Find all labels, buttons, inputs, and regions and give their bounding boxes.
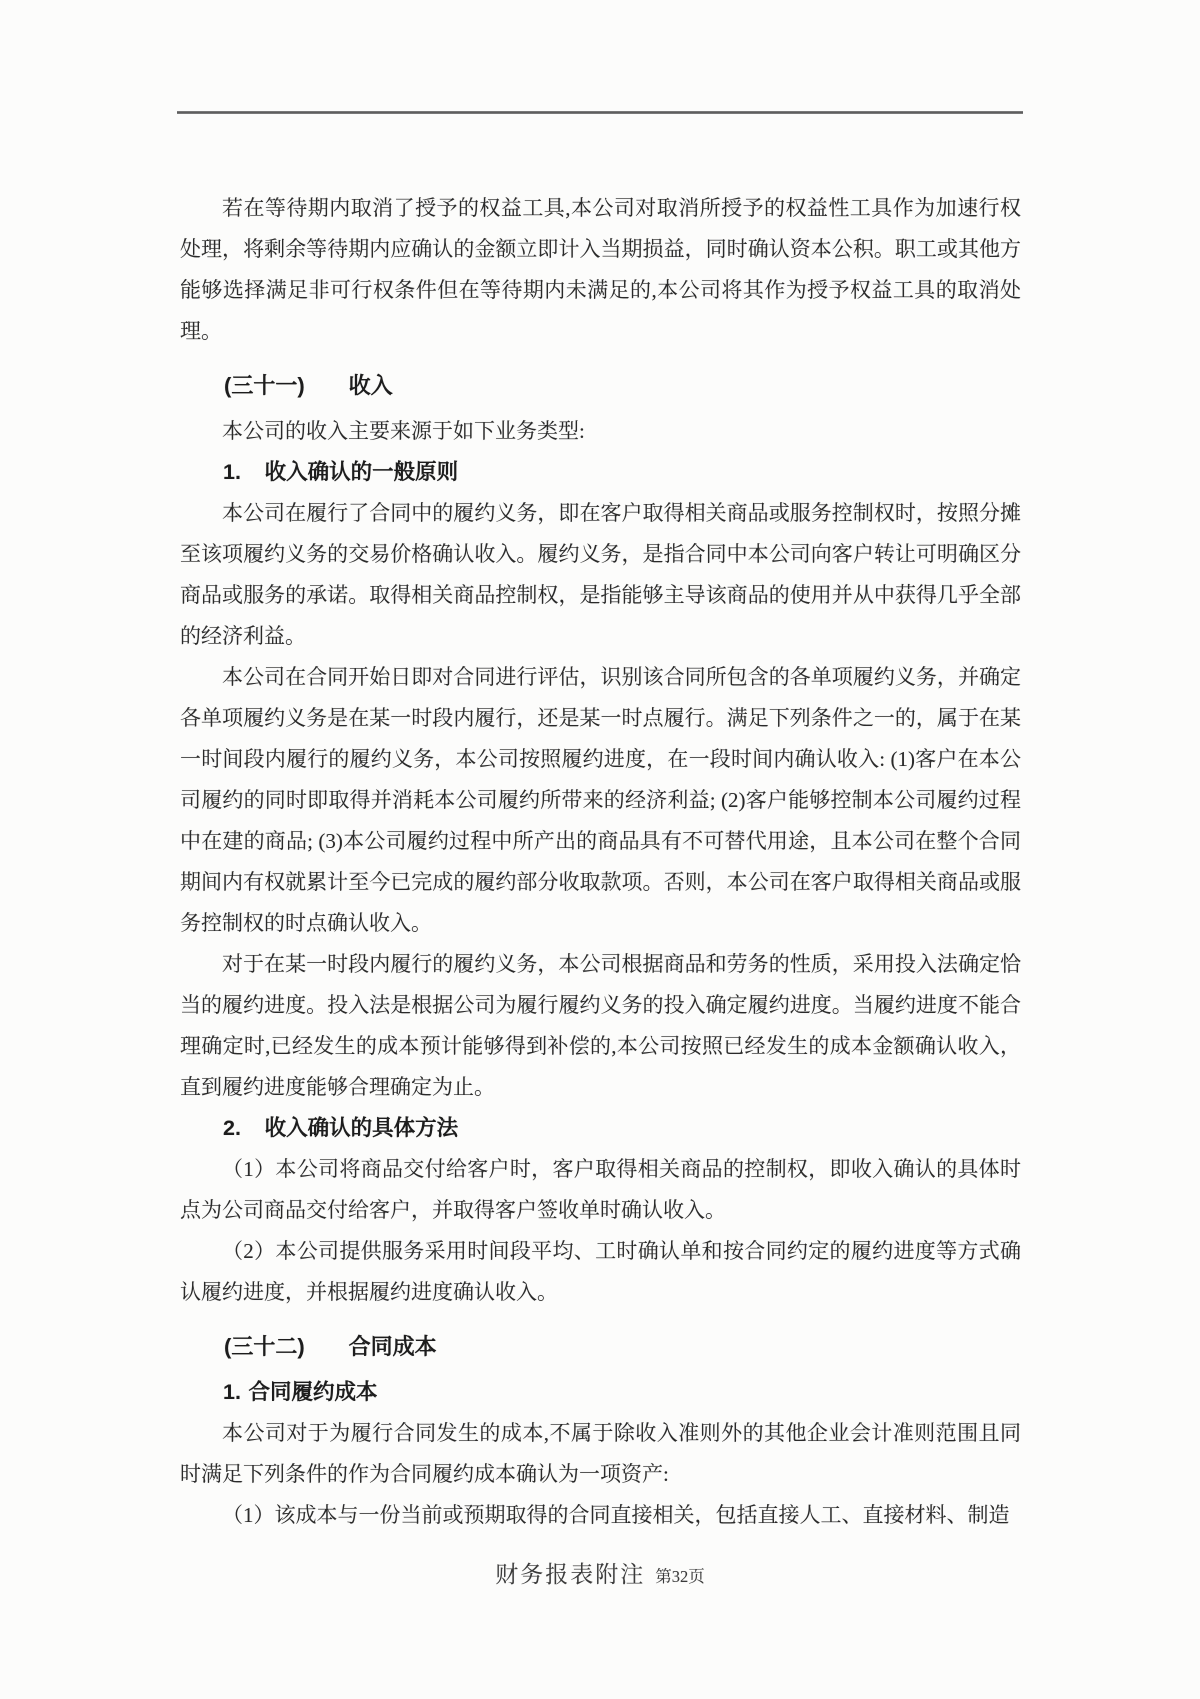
section-32-heading	[180, 1326, 1021, 1367]
heading-revenue-general-principle	[180, 452, 1021, 493]
heading-general-title: 收入确认的一般原则	[264, 460, 459, 484]
section-31-number: (三十一)	[224, 373, 305, 398]
page-footer	[0, 1556, 1200, 1589]
heading-general-number: 1.	[223, 460, 241, 484]
paragraph-equity-cancellation: 若在等待期内取消了授予的权益工具,本公司对取消所授予的权益性工具作为加速行权处理，将剩余等待期内应确认的金额立即计入当期损益，同时确认资本公积。职工或其他方能够选择满足非可行权条件但在等待期内未满足的,本公司将其作为授予权益工具的取消处理。	[180, 196, 1021, 343]
paragraph-specific-method-2: （2）本公司提供服务采用时间段平均、工时确认单和按合同约定的履约进度等方式确认履约进度，并根据履约进度确认收入。	[180, 1239, 1021, 1304]
heading-revenue-specific-method	[180, 1108, 1021, 1149]
header-rule	[177, 111, 1023, 114]
section-32-title: 合同成本	[348, 1334, 437, 1359]
heading-contract-cost-title: 合同履约成本	[248, 1380, 378, 1404]
paragraph-general-principle-2: 本公司在合同开始日即对合同进行评估，识别该合同所包含的各单项履约义务，并确定各单项履约义务是在某一时段内履行，还是某一时点履行。满足下列条件之一的，属于在某一时间段内履行的履约义务，本公司按照履约进度，在一段时间内确认收入: (1)客户在本公司履约的同时即取得并消耗本公司履约所带来的经济利益; (2)客户能够控制本公司履约过程中在建的商品; (3)本公司履约过程中所产出的商品具有不可替代用途，且本公司在整个合同期间内有权就累计至今已完成的履约部分收取款项。否则，本公司在客户取得相关商品或服务控制权的时点确认收入。	[180, 665, 1021, 935]
document-body	[180, 188, 1021, 1536]
section-31-heading	[180, 365, 1021, 406]
section-31-title: 收入	[348, 373, 393, 398]
footer-page-number: 第32页	[655, 1567, 705, 1586]
footer-label: 财务报表附注	[495, 1562, 646, 1587]
paragraph-contract-cost-item-1: （1）该成本与一份当前或预期取得的合同直接相关，包括直接人工、直接材料、制造	[222, 1503, 1010, 1527]
paragraph-revenue-sources: 本公司的收入主要来源于如下业务类型:	[222, 419, 585, 443]
heading-contract-performance-cost	[180, 1372, 1021, 1413]
paragraph-general-principle-1: 本公司在履行了合同中的履约义务，即在客户取得相关商品或服务控制权时，按照分摊至该项履约义务的交易价格确认收入。履约义务，是指合同中本公司向客户转让可明确区分商品或服务的承诺。取得相关商品控制权，是指能够主导该商品的使用并从中获得几乎全部的经济利益。	[180, 501, 1021, 648]
paragraph-general-principle-3: 对于在某一时段内履行的履约义务，本公司根据商品和劳务的性质，采用投入法确定恰当的履约进度。投入法是根据公司为履行履约义务的投入确定履约进度。当履约进度不能合理确定时,已经发生的成本预计能够得到补偿的,本公司按照已经发生的成本金额确认收入，直到履约进度能够合理确定为止。	[180, 952, 1021, 1099]
heading-contract-cost-number: 1.	[223, 1380, 241, 1404]
heading-specific-number: 2.	[223, 1116, 241, 1140]
heading-specific-title: 收入确认的具体方法	[264, 1116, 459, 1140]
paragraph-specific-method-1: （1）本公司将商品交付给客户时，客户取得相关商品的控制权，即收入确认的具体时点为公司商品交付给客户，并取得客户签收单时确认收入。	[180, 1157, 1021, 1222]
paragraph-contract-cost-intro: 本公司对于为履行合同发生的成本,不属于除收入准则外的其他企业会计准则范围且同时满足下列条件的作为合同履约成本确认为一项资产:	[180, 1421, 1021, 1486]
section-32-number: (三十二)	[224, 1334, 305, 1359]
